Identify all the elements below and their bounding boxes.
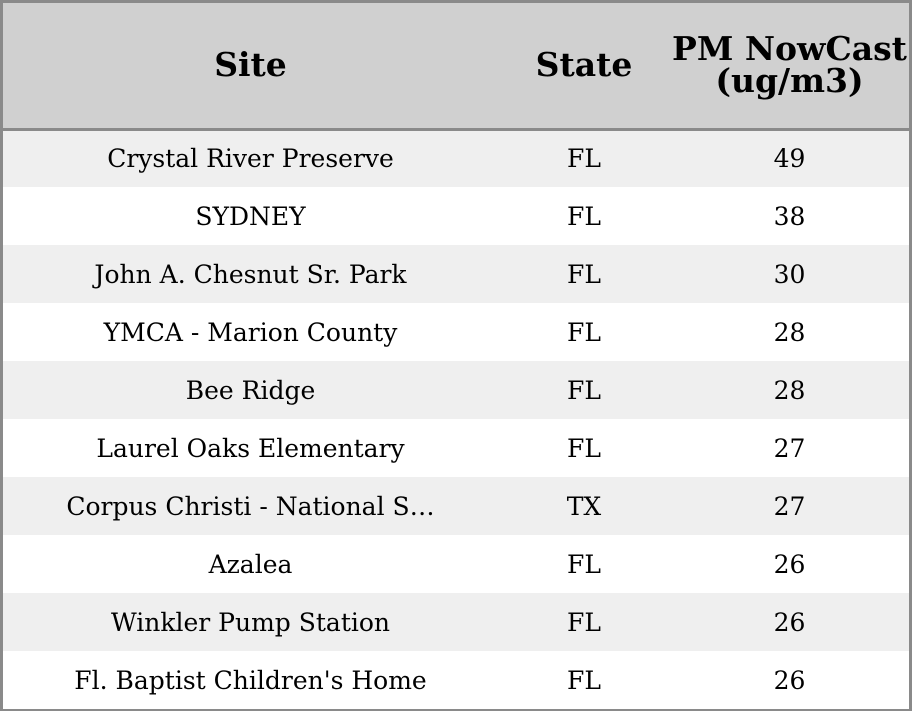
cell-pm: 28 [773, 317, 806, 347]
header-pm-nowcast: PM NowCast (ug/m3) [670, 3, 909, 129]
cell-state: FL [567, 375, 601, 405]
table-row [3, 651, 909, 709]
cell-site: Fl. Baptist Children's Home [74, 665, 427, 695]
cell-state: FL [567, 201, 601, 231]
pm-nowcast-table [3, 3, 909, 709]
cell-state: FL [567, 665, 601, 695]
header-row [3, 3, 909, 129]
cell-state: FL [567, 259, 601, 289]
cell-state: FL [567, 317, 601, 347]
cell-pm: 27 [773, 491, 806, 521]
table-header [3, 3, 909, 129]
cell-state: TX [566, 491, 602, 521]
table-row [3, 129, 909, 187]
cell-site: Corpus Christi - National S… [66, 491, 435, 521]
cell-site: YMCA - Marion County [103, 317, 398, 347]
table-row [3, 593, 909, 651]
cell-state: FL [567, 607, 601, 637]
table-row [3, 361, 909, 419]
cell-pm: 38 [773, 201, 806, 231]
table-row [3, 187, 909, 245]
cell-site: SYDNEY [195, 201, 306, 231]
cell-site: Bee Ridge [185, 375, 316, 405]
cell-pm: 27 [773, 433, 806, 463]
cell-pm: 26 [773, 665, 806, 695]
cell-pm: 26 [773, 607, 806, 637]
cell-site: John A. Chesnut Sr. Park [94, 259, 407, 289]
header-site: Site [3, 3, 498, 129]
table-row [3, 477, 909, 535]
cell-pm: 26 [773, 549, 806, 579]
cell-pm: 28 [773, 375, 806, 405]
table-row [3, 245, 909, 303]
cell-site: Laurel Oaks Elementary [96, 433, 405, 463]
cell-site: Winkler Pump Station [110, 607, 391, 637]
table-row [3, 535, 909, 593]
header-state: State [498, 3, 670, 129]
table-row [3, 303, 909, 361]
cell-state: FL [567, 549, 601, 579]
table-row [3, 419, 909, 477]
cell-state: FL [567, 433, 601, 463]
cell-state: FL [567, 144, 601, 174]
cell-site: Azalea [208, 549, 293, 579]
cell-pm: 49 [773, 144, 806, 174]
cell-pm: 30 [773, 259, 806, 289]
table-body [3, 129, 909, 709]
cell-site: Crystal River Preserve [107, 144, 394, 174]
